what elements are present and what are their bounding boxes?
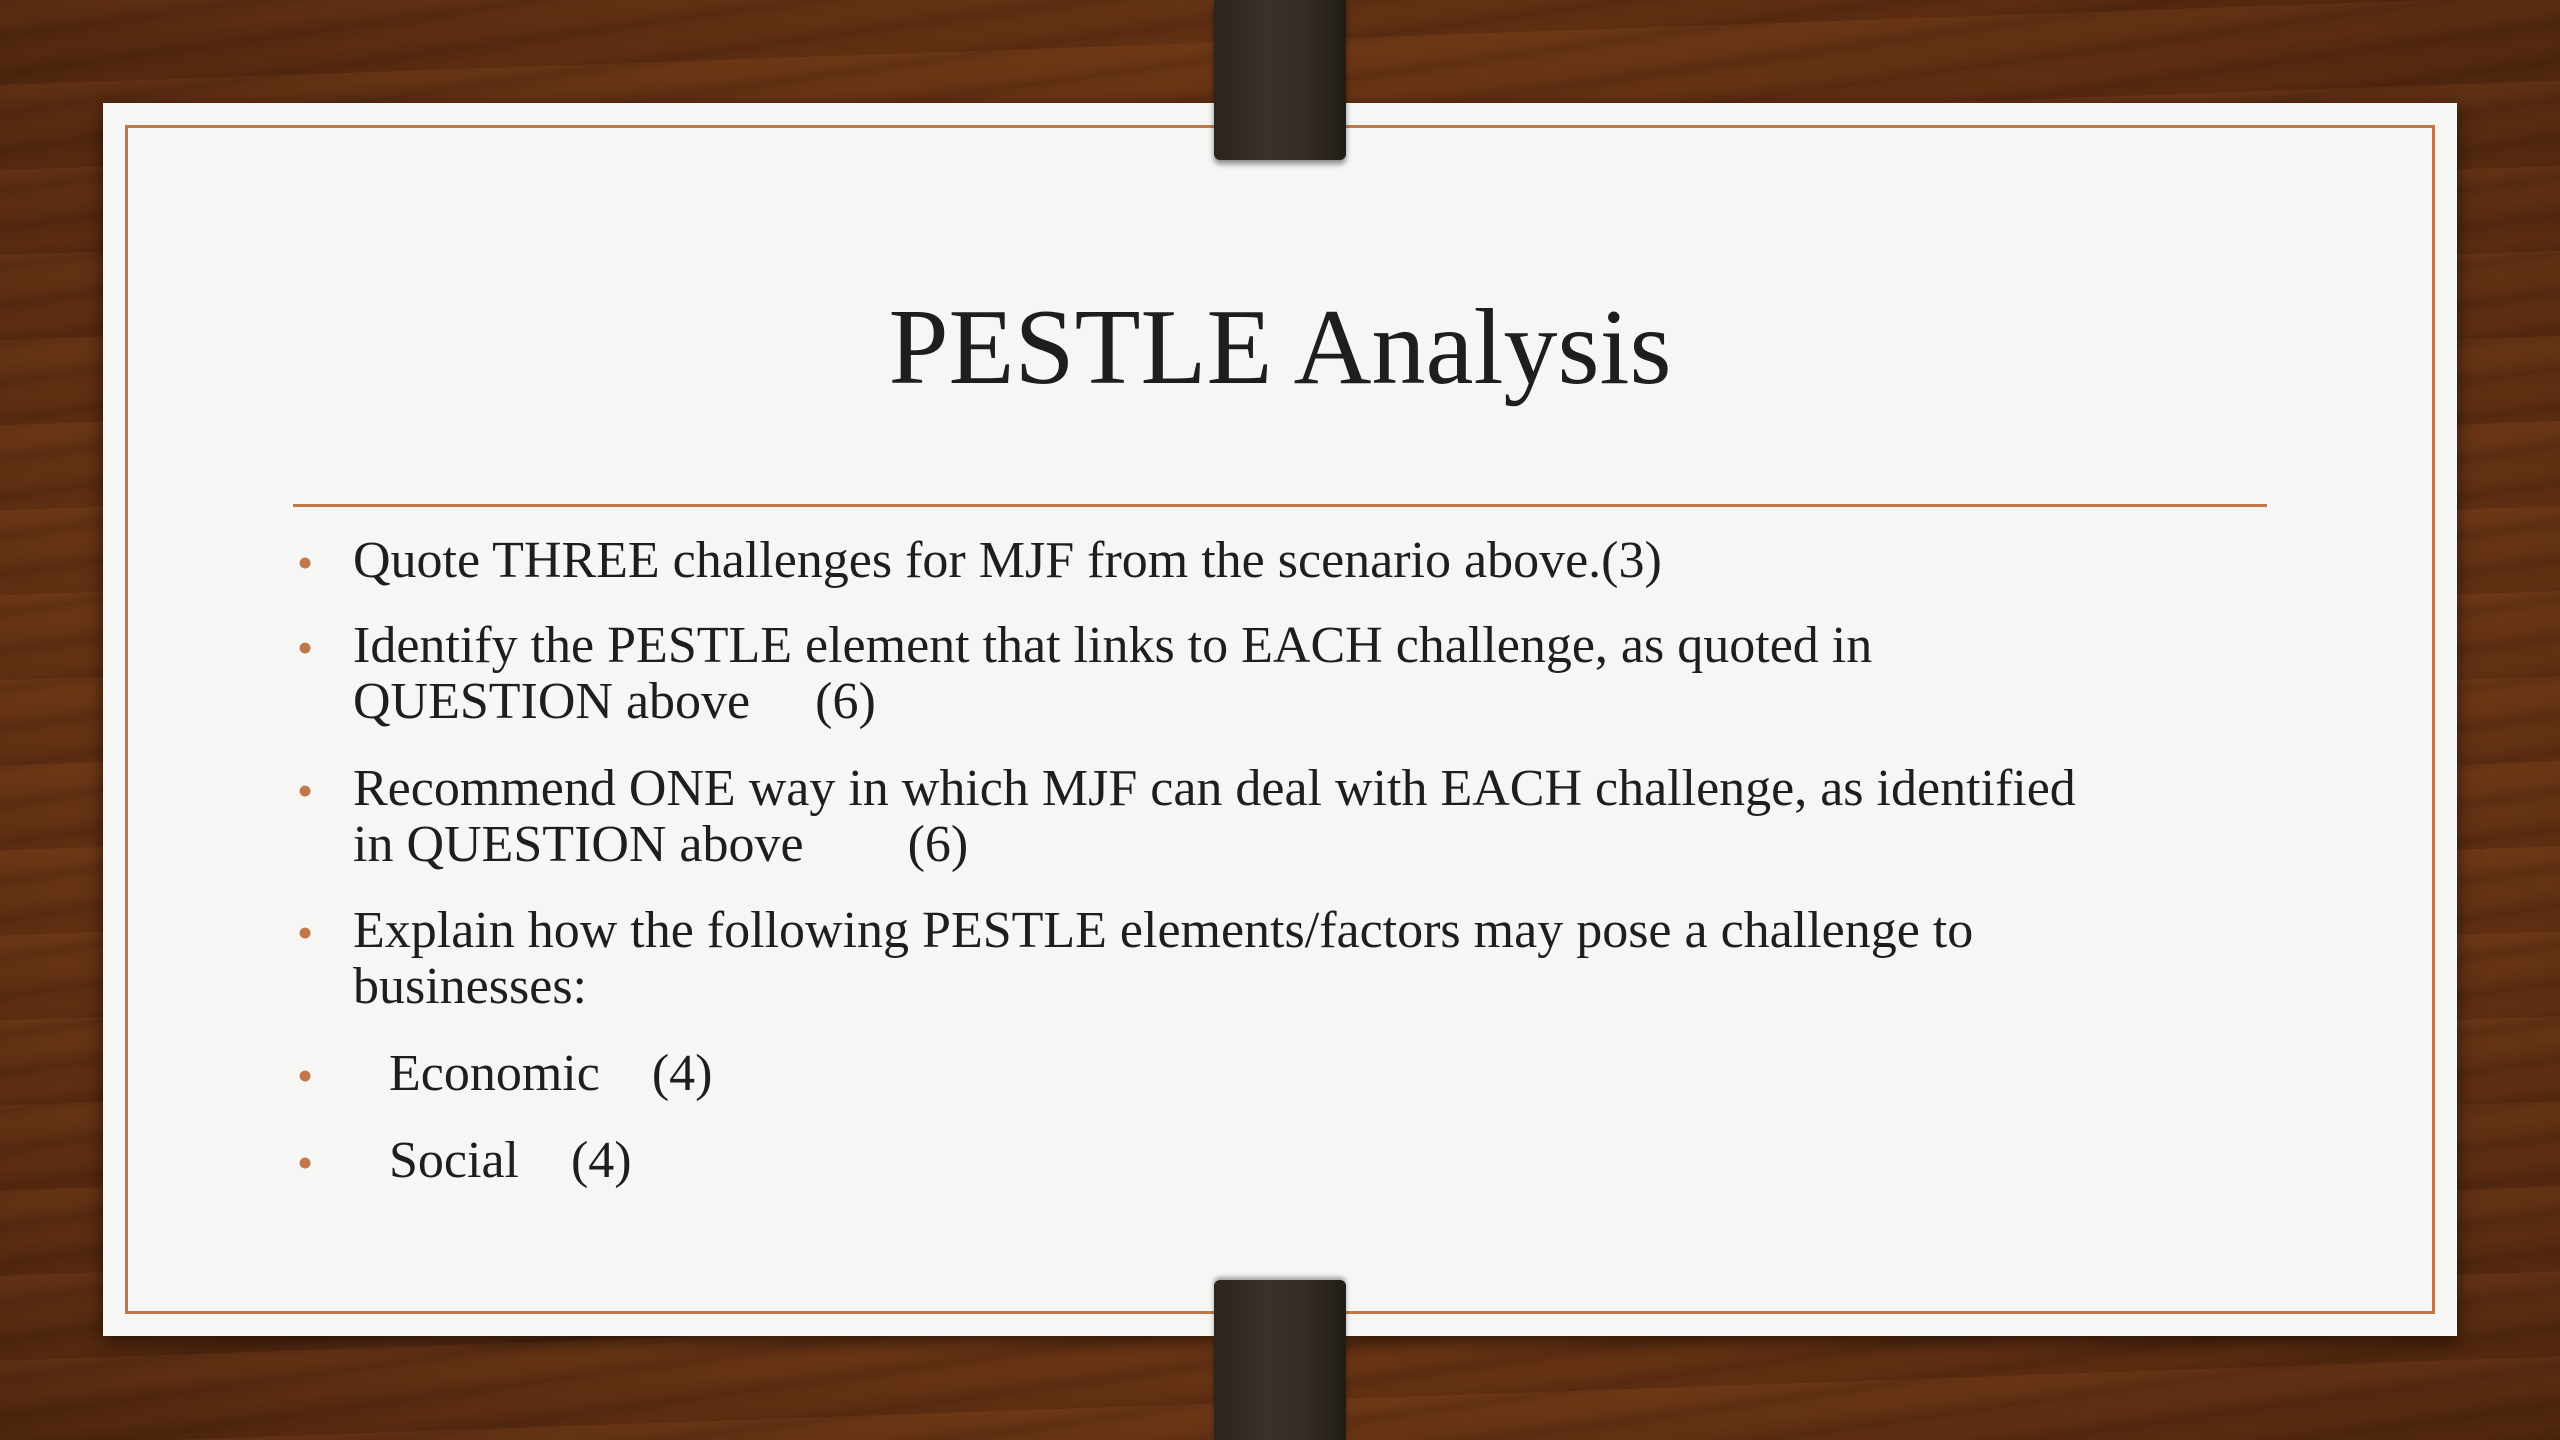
bullet-text: Quote THREE challenges for MJF from the scenario above.(3) <box>353 532 1662 589</box>
bullet-icon: • <box>297 907 314 958</box>
binder-clip-top <box>1214 0 1346 160</box>
bullet-icon: • <box>297 765 314 816</box>
bullet-text: Identify the PESTLE element that links to EACH challenge, as quoted in <box>353 617 1873 674</box>
slide-card <box>103 103 2457 1336</box>
binder-clip-bottom <box>1214 1280 1346 1440</box>
bullet-item <box>293 618 1872 730</box>
bullet-item <box>293 1133 632 1189</box>
bullet-icon: • <box>297 1050 314 1101</box>
bullet-item <box>293 533 1662 589</box>
bullet-text: QUESTION above (6) <box>353 673 876 730</box>
bullet-text: Recommend ONE way in which MJF can deal with EACH challenge, as identified <box>353 760 2076 817</box>
bullet-text: Social (4) <box>389 1132 632 1189</box>
bullet-text: Economic (4) <box>389 1045 713 1102</box>
bullet-item <box>293 903 1973 1015</box>
bullet-icon: • <box>297 1137 314 1188</box>
title-divider <box>293 504 2267 507</box>
bullet-text: businesses: <box>353 958 587 1015</box>
bullet-icon: • <box>297 622 314 673</box>
bullet-text: in QUESTION above (6) <box>353 816 969 873</box>
bullet-text: Explain how the following PESTLE elements/factors may pose a challenge to <box>353 902 1974 959</box>
bullet-item <box>293 1046 712 1102</box>
bullet-item <box>293 761 2076 873</box>
bullet-icon: • <box>297 537 314 588</box>
slide-title: PESTLE Analysis <box>888 288 1672 407</box>
